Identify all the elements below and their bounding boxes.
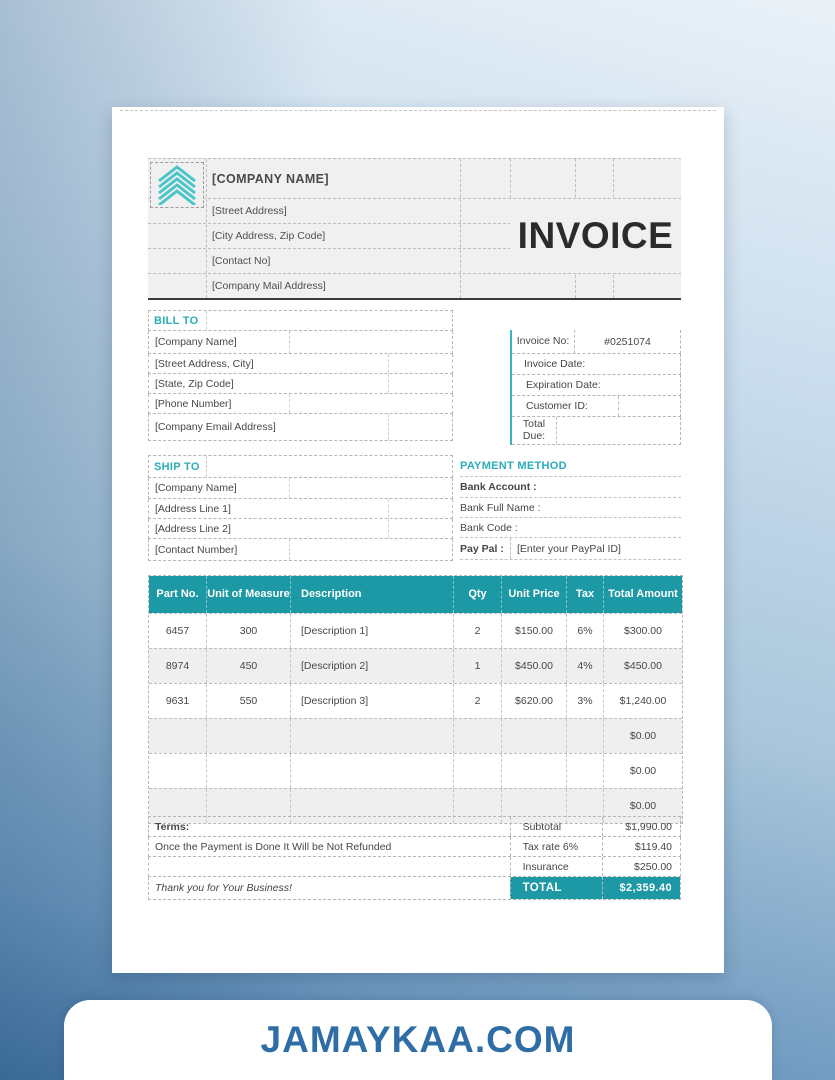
item-tax: 4%: [567, 649, 604, 683]
subtotal-label: Subtotal: [510, 817, 603, 836]
invoice-info-row: [512, 396, 681, 417]
total-label: TOTAL: [510, 877, 603, 899]
tax-rate-value: $119.40: [602, 837, 680, 856]
item-tax: 3%: [567, 684, 604, 718]
invoice-title: INVOICE: [510, 199, 681, 273]
ship-to-heading-row: [148, 455, 453, 478]
item-part-no: 9631: [149, 684, 207, 718]
company-header: [148, 158, 681, 300]
bill-to-email: [Company Email Address]: [155, 421, 276, 433]
bill-to-row: [148, 374, 453, 394]
company-contact: [Contact No]: [212, 254, 271, 267]
summary-row: [148, 816, 681, 837]
grid-cell: [388, 354, 452, 373]
item-total-amount: $0.00: [629, 765, 657, 777]
invoice-info-row: [512, 417, 681, 445]
payment-method-heading: PAYMENT METHOD: [460, 455, 681, 477]
item-total-amount: $0.00: [629, 800, 657, 812]
payment-row: [460, 498, 681, 518]
item-description: [291, 719, 454, 753]
site-banner: [64, 1000, 772, 1080]
item-total-amount: $300.00: [624, 625, 662, 637]
summary-row: [148, 857, 681, 877]
ship-to-address2: [Address Line 2]: [155, 522, 231, 535]
ship-to-section: [148, 455, 453, 561]
summary-row: [148, 837, 681, 857]
item-unit-of-measure: [207, 754, 291, 788]
invoice-content: [148, 107, 681, 973]
bill-to-heading: BILL TO: [149, 311, 207, 330]
item-part-no: 8974: [149, 649, 207, 683]
item-unit-of-measure: 300: [207, 614, 291, 648]
payment-row: [460, 477, 681, 498]
item-description: [Description 3]: [291, 684, 454, 718]
col-header-description: Description: [291, 576, 454, 613]
item-unit-of-measure: 550: [207, 684, 291, 718]
item-unit-of-measure: [207, 719, 291, 753]
item-description: [Description 1]: [291, 614, 454, 648]
col-header-unit-price: Unit Price: [502, 576, 567, 613]
grid-cell: [289, 539, 452, 560]
bill-to-row: [148, 331, 453, 354]
paypal-label: Pay Pal :: [460, 542, 504, 555]
item-unit-price: [502, 719, 567, 753]
bill-to-street: [Street Address, City]: [155, 357, 254, 370]
item-unit-price: $150.00: [502, 614, 567, 648]
invoice-info-panel: [510, 330, 681, 445]
grid-cell: [388, 414, 452, 440]
col-header-tax: Tax: [567, 576, 604, 613]
bank-account-label: Bank Account :: [460, 481, 537, 493]
item-tax: 6%: [567, 614, 604, 648]
payment-row: [460, 538, 681, 560]
customer-id-value: [618, 396, 680, 416]
grid-cell: [388, 519, 452, 538]
item-tax: [567, 719, 604, 753]
bill-to-state: [State, Zip Code]: [155, 377, 234, 390]
company-street: [Street Address]: [212, 204, 287, 217]
grid-cell: [289, 331, 452, 353]
ship-to-row: [148, 478, 453, 499]
invoice-info-row: [512, 330, 681, 354]
item-row: [149, 648, 682, 683]
items-table-header: [149, 576, 682, 613]
payment-method-section: [460, 455, 681, 560]
item-qty: [454, 754, 502, 788]
subtotal-value: $1,990.00: [602, 817, 680, 836]
item-qty: 2: [454, 684, 502, 718]
bill-to-row: [148, 414, 453, 441]
grid-cell: [289, 478, 452, 498]
customer-id-label: Customer ID:: [526, 400, 588, 412]
payment-row: [460, 518, 681, 538]
invoice-info-row: [512, 375, 681, 396]
col-header-total-amount: Total Amount: [608, 588, 678, 601]
item-part-no: [149, 719, 207, 753]
total-due-value: [556, 417, 680, 444]
item-description: [Description 2]: [291, 649, 454, 683]
ship-to-address1: [Address Line 1]: [155, 502, 231, 515]
terms-heading: Terms:: [155, 820, 190, 833]
bank-full-name-label: Bank Full Name :: [460, 501, 541, 514]
invoice-document: [112, 107, 724, 973]
insurance-label: Insurance: [510, 857, 603, 876]
item-unit-price: $620.00: [502, 684, 567, 718]
ship-to-row: [148, 539, 453, 561]
item-row: [149, 613, 682, 648]
summary-section: [148, 816, 681, 900]
site-name: JAMAYKAA.COM: [260, 1019, 576, 1060]
ship-to-row: [148, 519, 453, 539]
item-unit-of-measure: 450: [207, 649, 291, 683]
col-header-unit-of-measure: Unit of Measure: [207, 576, 291, 613]
invoice-no-label: Invoice No:: [516, 334, 570, 347]
col-header-part-no: Part No.: [149, 576, 207, 613]
item-description: [291, 754, 454, 788]
bank-code-label: Bank Code :: [460, 521, 518, 534]
company-mail: [Company Mail Address]: [212, 279, 326, 292]
item-row: [149, 753, 682, 788]
tax-rate-label: Tax rate 6%: [510, 837, 603, 856]
grid-cell: [388, 374, 452, 393]
grid-cell: [289, 394, 452, 413]
bill-to-row: [148, 394, 453, 414]
item-tax: [567, 754, 604, 788]
item-total-amount: $1,240.00: [619, 695, 667, 707]
chevron-arrow-icon: [155, 165, 199, 205]
item-part-no: [149, 754, 207, 788]
thank-you-note: Thank you for Your Business!: [155, 882, 292, 894]
empty-cell: [149, 857, 510, 876]
item-qty: 1: [454, 649, 502, 683]
bill-to-heading-row: [148, 310, 453, 331]
paypal-value: [Enter your PayPal ID]: [510, 538, 681, 559]
ship-to-company: [Company Name]: [155, 482, 237, 494]
terms-line: Once the Payment is Done It Will be Not Refunded: [155, 840, 392, 853]
bill-to-section: [148, 310, 651, 442]
item-part-no: 6457: [149, 614, 207, 648]
item-row: [149, 718, 682, 753]
items-table: [148, 575, 683, 824]
invoice-no-value: #0251074: [574, 330, 680, 353]
item-qty: 2: [454, 614, 502, 648]
item-unit-price: $450.00: [502, 649, 567, 683]
bill-to-company: [Company Name]: [155, 336, 237, 348]
invoice-info-row: [512, 354, 681, 375]
company-name: [COMPANY NAME]: [212, 171, 329, 186]
item-qty: [454, 719, 502, 753]
ship-to-row: [148, 499, 453, 519]
grid-cell: [388, 499, 452, 518]
item-total-amount: $450.00: [624, 660, 662, 672]
invoice-date-label: Invoice Date:: [524, 358, 586, 370]
bill-to-phone: [Phone Number]: [155, 397, 232, 410]
total-due-label: Total Due:: [522, 417, 546, 442]
company-city: [City Address, Zip Code]: [212, 229, 326, 242]
item-row: [149, 683, 682, 718]
bill-to-row: [148, 354, 453, 374]
ship-to-contact: [Contact Number]: [155, 543, 238, 556]
ship-to-heading: SHIP TO: [149, 456, 207, 477]
total-value: $2,359.40: [602, 877, 680, 899]
col-header-qty: Qty: [454, 576, 502, 613]
item-unit-price: [502, 754, 567, 788]
expiration-date-label: Expiration Date:: [526, 379, 601, 391]
summary-row: [148, 877, 681, 900]
item-total-amount: $0.00: [629, 730, 657, 742]
insurance-value: $250.00: [602, 857, 680, 876]
company-logo: [150, 162, 204, 208]
